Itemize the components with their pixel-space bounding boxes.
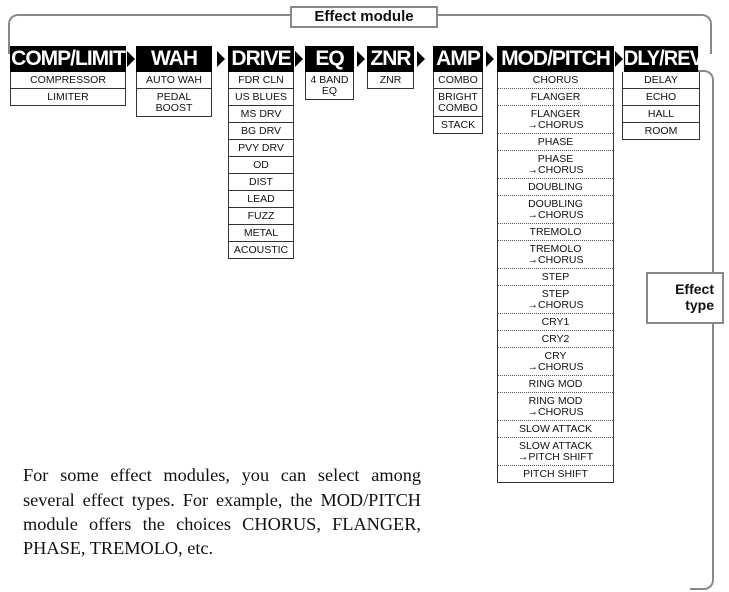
chain-arrow-icon: [357, 51, 365, 67]
effect-type-item: HALL: [623, 106, 699, 123]
effect-type-item: COMBO: [434, 72, 482, 89]
effect-type-item: DIST: [229, 174, 293, 191]
chain-arrow-icon: [295, 51, 303, 67]
effect-type-item: PEDAL BOOST: [155, 91, 193, 114]
effect-type-list: [367, 72, 414, 89]
module-column-dly-rev: [622, 46, 700, 140]
module-column-wah: [136, 46, 212, 117]
description-text: For some effect modules, you can select among several effect types. For example, the MOD/PITCH module offers the choices CHORUS, FLANGER, PHASE, TREMOLO, etc.: [23, 465, 421, 558]
module-column-comp-limit: [10, 46, 126, 106]
effect-type-item: CHORUS: [498, 72, 613, 89]
effect-type-item: PVY DRV: [229, 140, 293, 157]
effect-type-item: STACK: [440, 119, 476, 131]
effect-type-item: ZNR: [379, 74, 402, 86]
effect-type-item: ROOM: [644, 125, 678, 137]
chain-arrow-icon: [417, 51, 425, 67]
chain-arrow-icon: [486, 51, 494, 67]
effect-type-item: ACOUSTIC: [233, 244, 289, 256]
module-header: DRIVE: [228, 46, 294, 72]
effect-type-item: DOUBLING →CHORUS: [498, 196, 613, 224]
effect-type-item: FLANGER →CHORUS: [498, 106, 613, 134]
effect-type-list: [497, 72, 614, 483]
effect-type-item: SLOW ATTACK: [498, 421, 613, 438]
effect-type-item: OD: [229, 157, 293, 174]
chain-arrow-icon: [217, 51, 225, 67]
effect-type-item: BG DRV: [229, 123, 293, 140]
effect-type-item: PITCH SHIFT: [523, 468, 588, 480]
effect-type-item: COMPRESSOR: [11, 72, 125, 89]
effect-type-list: [10, 72, 126, 106]
effect-type-item: BRIGHT COMBO: [434, 89, 482, 117]
module-column-amp: [433, 46, 483, 134]
module-header: DLY/REV: [623, 47, 702, 70]
effect-type-item: DOUBLING: [498, 179, 613, 196]
module-header: EQ: [305, 46, 354, 72]
effect-type-item: SLOW ATTACK →PITCH SHIFT: [498, 438, 613, 466]
effect-type-item: US BLUES: [229, 89, 293, 106]
effect-type-item: METAL: [229, 225, 293, 242]
effect-type-item: TREMOLO →CHORUS: [498, 241, 613, 269]
effect-type-item: FUZZ: [229, 208, 293, 225]
effect-type-item: FLANGER: [498, 89, 613, 106]
effect-type-list: [228, 72, 294, 259]
effect-type-item: STEP →CHORUS: [498, 286, 613, 314]
effect-type-item: PHASE: [498, 134, 613, 151]
effect-type-item: TREMOLO: [498, 224, 613, 241]
effect-type-label-line2: type: [685, 297, 714, 313]
effect-type-list: [433, 72, 483, 134]
effect-type-item: ECHO: [623, 89, 699, 106]
module-header: AMP: [433, 46, 483, 72]
effect-type-item: CRY1: [498, 314, 613, 331]
effect-module-label: Effect module: [290, 6, 438, 28]
effect-type-list: [136, 72, 212, 117]
effect-type-item: PHASE →CHORUS: [498, 151, 613, 179]
module-column-mod-pitch: [497, 46, 614, 483]
effect-type-bracket: [690, 70, 714, 590]
module-header: ZNR: [367, 46, 414, 72]
effect-type-item: 4 BAND EQ: [310, 74, 349, 97]
effect-type-item: RING MOD →CHORUS: [498, 393, 613, 421]
chain-arrow-icon: [127, 51, 135, 67]
chain-arrow-icon: [615, 51, 623, 67]
module-header: MOD/PITCH: [497, 46, 614, 72]
effect-type-item: CRY →CHORUS: [498, 348, 613, 376]
effect-type-item: DELAY: [623, 72, 699, 89]
effect-type-item: RING MOD: [498, 376, 613, 393]
effect-type-label-line1: Effect: [675, 281, 714, 297]
effect-type-item: MS DRV: [229, 106, 293, 123]
effect-type-item: CRY2: [498, 331, 613, 348]
effect-type-item: LIMITER: [47, 91, 89, 103]
module-column-znr: [367, 46, 414, 89]
effect-type-item: FDR CLN: [229, 72, 293, 89]
effect-type-item: LEAD: [229, 191, 293, 208]
effect-type-list: [622, 72, 700, 140]
module-header: WAH: [136, 46, 212, 72]
effect-type-list: [305, 72, 354, 100]
module-column-drive: [228, 46, 294, 259]
module-column-eq: [305, 46, 354, 100]
module-header: COMP/LIMIT: [11, 47, 125, 70]
effect-type-item: STEP: [498, 269, 613, 286]
effect-type-label: [646, 272, 724, 324]
effect-type-item: AUTO WAH: [137, 72, 211, 89]
